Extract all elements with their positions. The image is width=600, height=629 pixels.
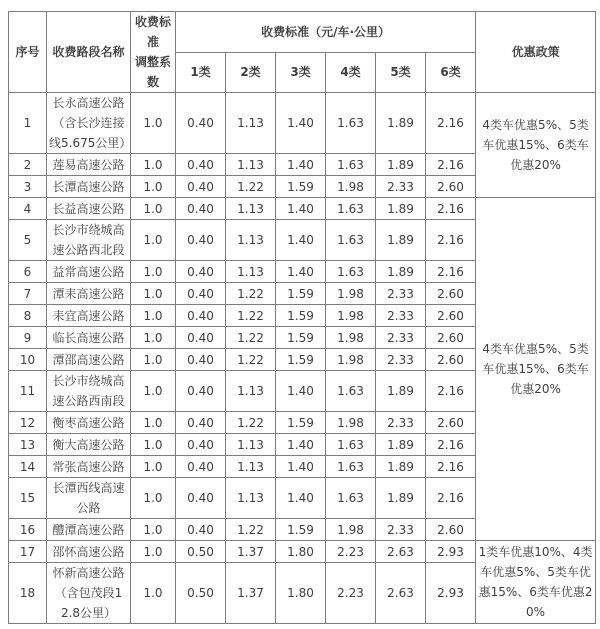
cell-fee-class-5: 2.33 bbox=[376, 305, 426, 327]
cell-adjust-coefficient: 1.0 bbox=[131, 176, 176, 198]
cell-fee-class-2: 1.22 bbox=[226, 412, 276, 434]
cell-serial-number: 17 bbox=[9, 541, 47, 563]
cell-fee-class-3: 1.40 bbox=[276, 220, 326, 261]
cell-fee-class-6: 2.60 bbox=[426, 176, 476, 198]
cell-fee-class-1: 0.40 bbox=[176, 198, 226, 220]
cell-fee-class-2: 1.22 bbox=[226, 519, 276, 541]
cell-serial-number: 16 bbox=[9, 519, 47, 541]
header-row-top bbox=[9, 12, 596, 53]
header-col-fee-group: 收费标准（元/车·公里） bbox=[176, 12, 476, 53]
cell-fee-class-3: 1.40 bbox=[276, 478, 326, 519]
cell-serial-number: 12 bbox=[9, 412, 47, 434]
cell-adjust-coefficient: 1.0 bbox=[131, 456, 176, 478]
cell-fee-class-2: 1.22 bbox=[226, 327, 276, 349]
cell-road-name: 耒宜高速公路 bbox=[47, 305, 131, 327]
cell-road-name: 莲易高速公路 bbox=[47, 154, 131, 176]
header-col-serial-number: 序号 bbox=[9, 12, 47, 93]
cell-road-name: 长潭高速公路 bbox=[47, 176, 131, 198]
cell-fee-class-2: 1.13 bbox=[226, 154, 276, 176]
cell-adjust-coefficient: 1.0 bbox=[131, 541, 176, 563]
cell-serial-number: 9 bbox=[9, 327, 47, 349]
cell-fee-class-4: 1.98 bbox=[326, 412, 376, 434]
cell-fee-class-4: 2.23 bbox=[326, 563, 376, 624]
cell-fee-class-2: 1.13 bbox=[226, 220, 276, 261]
cell-fee-class-3: 1.59 bbox=[276, 305, 326, 327]
cell-serial-number: 5 bbox=[9, 220, 47, 261]
cell-fee-class-2: 1.13 bbox=[226, 456, 276, 478]
cell-fee-class-3: 1.40 bbox=[276, 154, 326, 176]
cell-road-name: 邵怀高速公路 bbox=[47, 541, 131, 563]
cell-road-name: 长沙市绕城高速公路西南段 bbox=[47, 371, 131, 412]
cell-adjust-coefficient: 1.0 bbox=[131, 478, 176, 519]
cell-fee-class-5: 2.63 bbox=[376, 563, 426, 624]
cell-fee-class-2: 1.13 bbox=[226, 198, 276, 220]
header-fee-class-6: 6类 bbox=[426, 52, 476, 93]
cell-fee-class-6: 2.16 bbox=[426, 154, 476, 176]
cell-fee-class-1: 0.50 bbox=[176, 563, 226, 624]
cell-fee-class-5: 1.89 bbox=[376, 371, 426, 412]
cell-adjust-coefficient: 1.0 bbox=[131, 283, 176, 305]
cell-fee-class-1: 0.40 bbox=[176, 261, 226, 283]
cell-serial-number: 13 bbox=[9, 434, 47, 456]
cell-adjust-coefficient: 1.0 bbox=[131, 220, 176, 261]
table-header bbox=[9, 12, 596, 93]
cell-road-name: 潭邵高速公路 bbox=[47, 349, 131, 371]
cell-policy: 1类车优惠10%、4类车优惠5%、5类车优惠15%、6类车优惠20% bbox=[476, 541, 596, 624]
header-coeff-line2: 调整系数 bbox=[134, 55, 171, 89]
cell-fee-class-4: 1.63 bbox=[326, 198, 376, 220]
cell-road-name: 长沙市绕城高速公路西北段 bbox=[47, 220, 131, 261]
cell-adjust-coefficient: 1.0 bbox=[131, 563, 176, 624]
cell-adjust-coefficient: 1.0 bbox=[131, 434, 176, 456]
cell-fee-class-2: 1.13 bbox=[226, 478, 276, 519]
cell-fee-class-2: 1.37 bbox=[226, 541, 276, 563]
cell-serial-number: 14 bbox=[9, 456, 47, 478]
cell-fee-class-4: 1.63 bbox=[326, 456, 376, 478]
cell-serial-number: 11 bbox=[9, 371, 47, 412]
cell-road-name: 怀新高速公路（含包茂段12.8公里） bbox=[47, 563, 131, 624]
cell-fee-class-1: 0.40 bbox=[176, 412, 226, 434]
header-fee-class-1: 1类 bbox=[176, 52, 226, 93]
cell-fee-class-3: 1.40 bbox=[276, 198, 326, 220]
cell-road-name: 益常高速公路 bbox=[47, 261, 131, 283]
cell-road-name: 潭耒高速公路 bbox=[47, 283, 131, 305]
cell-fee-class-6: 2.93 bbox=[426, 563, 476, 624]
header-fee-class-2: 2类 bbox=[226, 52, 276, 93]
table-row bbox=[9, 541, 596, 563]
cell-fee-class-6: 2.60 bbox=[426, 349, 476, 371]
cell-fee-class-6: 2.16 bbox=[426, 478, 476, 519]
table-row bbox=[9, 198, 596, 220]
cell-fee-class-3: 1.80 bbox=[276, 541, 326, 563]
header-fee-class-5: 5类 bbox=[376, 52, 426, 93]
cell-fee-class-5: 2.63 bbox=[376, 541, 426, 563]
cell-fee-class-1: 0.50 bbox=[176, 541, 226, 563]
cell-serial-number: 3 bbox=[9, 176, 47, 198]
cell-fee-class-1: 0.40 bbox=[176, 434, 226, 456]
cell-fee-class-5: 2.33 bbox=[376, 283, 426, 305]
cell-fee-class-1: 0.40 bbox=[176, 371, 226, 412]
cell-fee-class-1: 0.40 bbox=[176, 456, 226, 478]
cell-road-name: 长益高速公路 bbox=[47, 198, 131, 220]
header-coeff-line1: 收费标准 bbox=[134, 15, 171, 49]
cell-fee-class-5: 2.33 bbox=[376, 519, 426, 541]
cell-fee-class-3: 1.59 bbox=[276, 349, 326, 371]
cell-fee-class-3: 1.59 bbox=[276, 283, 326, 305]
cell-adjust-coefficient: 1.0 bbox=[131, 154, 176, 176]
header-col-adjust-coefficient bbox=[131, 12, 176, 93]
cell-fee-class-2: 1.37 bbox=[226, 563, 276, 624]
cell-serial-number: 8 bbox=[9, 305, 47, 327]
cell-adjust-coefficient: 1.0 bbox=[131, 349, 176, 371]
cell-fee-class-3: 1.40 bbox=[276, 456, 326, 478]
cell-fee-class-5: 2.33 bbox=[376, 349, 426, 371]
cell-fee-class-4: 1.63 bbox=[326, 261, 376, 283]
cell-fee-class-6: 2.16 bbox=[426, 371, 476, 412]
cell-serial-number: 10 bbox=[9, 349, 47, 371]
cell-serial-number: 15 bbox=[9, 478, 47, 519]
cell-fee-class-2: 1.13 bbox=[226, 371, 276, 412]
cell-fee-class-3: 1.59 bbox=[276, 519, 326, 541]
cell-fee-class-4: 1.98 bbox=[326, 176, 376, 198]
cell-fee-class-6: 2.16 bbox=[426, 220, 476, 261]
cell-fee-class-3: 1.59 bbox=[276, 327, 326, 349]
cell-fee-class-1: 0.40 bbox=[176, 478, 226, 519]
cell-fee-class-4: 2.23 bbox=[326, 541, 376, 563]
cell-serial-number: 18 bbox=[9, 563, 47, 624]
cell-fee-class-6: 2.16 bbox=[426, 434, 476, 456]
header-fee-class-4: 4类 bbox=[326, 52, 376, 93]
cell-fee-class-1: 0.40 bbox=[176, 220, 226, 261]
cell-road-name: 衡枣高速公路 bbox=[47, 412, 131, 434]
cell-fee-class-3: 1.40 bbox=[276, 434, 326, 456]
cell-road-name: 长潭西线高速公路 bbox=[47, 478, 131, 519]
cell-road-name: 衡大高速公路 bbox=[47, 434, 131, 456]
cell-fee-class-5: 1.89 bbox=[376, 220, 426, 261]
cell-fee-class-4: 1.63 bbox=[326, 371, 376, 412]
cell-fee-class-2: 1.22 bbox=[226, 176, 276, 198]
cell-fee-class-1: 0.40 bbox=[176, 283, 226, 305]
cell-fee-class-3: 1.59 bbox=[276, 412, 326, 434]
table-row bbox=[9, 93, 596, 154]
cell-fee-class-5: 1.89 bbox=[376, 434, 426, 456]
cell-fee-class-5: 2.33 bbox=[376, 412, 426, 434]
cell-fee-class-3: 1.40 bbox=[276, 93, 326, 154]
cell-fee-class-2: 1.22 bbox=[226, 305, 276, 327]
cell-serial-number: 6 bbox=[9, 261, 47, 283]
cell-adjust-coefficient: 1.0 bbox=[131, 93, 176, 154]
cell-fee-class-4: 1.63 bbox=[326, 93, 376, 154]
cell-fee-class-2: 1.22 bbox=[226, 283, 276, 305]
cell-road-name: 临长高速公路 bbox=[47, 327, 131, 349]
cell-fee-class-1: 0.40 bbox=[176, 176, 226, 198]
cell-fee-class-1: 0.40 bbox=[176, 305, 226, 327]
cell-fee-class-5: 1.89 bbox=[376, 478, 426, 519]
cell-fee-class-1: 0.40 bbox=[176, 327, 226, 349]
cell-fee-class-6: 2.16 bbox=[426, 456, 476, 478]
cell-fee-class-2: 1.22 bbox=[226, 349, 276, 371]
cell-fee-class-2: 1.13 bbox=[226, 261, 276, 283]
cell-fee-class-5: 2.33 bbox=[376, 176, 426, 198]
cell-fee-class-5: 1.89 bbox=[376, 456, 426, 478]
cell-adjust-coefficient: 1.0 bbox=[131, 519, 176, 541]
cell-fee-class-4: 1.63 bbox=[326, 434, 376, 456]
cell-fee-class-5: 1.89 bbox=[376, 198, 426, 220]
cell-serial-number: 7 bbox=[9, 283, 47, 305]
cell-fee-class-4: 1.63 bbox=[326, 154, 376, 176]
cell-adjust-coefficient: 1.0 bbox=[131, 305, 176, 327]
cell-fee-class-6: 2.60 bbox=[426, 519, 476, 541]
cell-fee-class-4: 1.98 bbox=[326, 283, 376, 305]
cell-road-name: 常张高速公路 bbox=[47, 456, 131, 478]
cell-serial-number: 1 bbox=[9, 93, 47, 154]
cell-fee-class-6: 2.60 bbox=[426, 412, 476, 434]
cell-adjust-coefficient: 1.0 bbox=[131, 327, 176, 349]
cell-fee-class-3: 1.40 bbox=[276, 371, 326, 412]
cell-fee-class-6: 2.16 bbox=[426, 198, 476, 220]
cell-fee-class-4: 1.63 bbox=[326, 220, 376, 261]
cell-adjust-coefficient: 1.0 bbox=[131, 261, 176, 283]
cell-fee-class-6: 2.16 bbox=[426, 261, 476, 283]
cell-fee-class-1: 0.40 bbox=[176, 154, 226, 176]
cell-fee-class-6: 2.60 bbox=[426, 327, 476, 349]
cell-fee-class-6: 2.93 bbox=[426, 541, 476, 563]
cell-fee-class-5: 1.89 bbox=[376, 93, 426, 154]
cell-adjust-coefficient: 1.0 bbox=[131, 412, 176, 434]
cell-fee-class-1: 0.40 bbox=[176, 349, 226, 371]
cell-fee-class-2: 1.13 bbox=[226, 434, 276, 456]
cell-serial-number: 4 bbox=[9, 198, 47, 220]
cell-fee-class-4: 1.63 bbox=[326, 478, 376, 519]
header-fee-class-3: 3类 bbox=[276, 52, 326, 93]
cell-fee-class-6: 2.16 bbox=[426, 93, 476, 154]
header-col-policy: 优惠政策 bbox=[476, 12, 596, 93]
cell-fee-class-1: 0.40 bbox=[176, 93, 226, 154]
cell-serial-number: 2 bbox=[9, 154, 47, 176]
cell-fee-class-5: 1.89 bbox=[376, 261, 426, 283]
cell-fee-class-4: 1.98 bbox=[326, 305, 376, 327]
cell-fee-class-3: 1.59 bbox=[276, 176, 326, 198]
cell-fee-class-1: 0.40 bbox=[176, 519, 226, 541]
cell-adjust-coefficient: 1.0 bbox=[131, 371, 176, 412]
cell-fee-class-5: 1.89 bbox=[376, 154, 426, 176]
cell-fee-class-6: 2.60 bbox=[426, 283, 476, 305]
cell-policy: 4类车优惠5%、5类车优惠15%、6类车优惠20% bbox=[476, 93, 596, 198]
toll-table-body bbox=[9, 93, 596, 624]
cell-fee-class-4: 1.98 bbox=[326, 519, 376, 541]
cell-road-name: 醴潭高速公路 bbox=[47, 519, 131, 541]
cell-fee-class-2: 1.13 bbox=[226, 93, 276, 154]
cell-fee-class-3: 1.80 bbox=[276, 563, 326, 624]
header-col-road-name: 收费路段名称 bbox=[47, 12, 131, 93]
cell-fee-class-4: 1.98 bbox=[326, 327, 376, 349]
cell-adjust-coefficient: 1.0 bbox=[131, 198, 176, 220]
cell-fee-class-3: 1.40 bbox=[276, 261, 326, 283]
cell-fee-class-4: 1.98 bbox=[326, 349, 376, 371]
cell-policy: 4类车优惠5%、5类车优惠15%、6类车优惠20% bbox=[476, 198, 596, 541]
cell-fee-class-6: 2.60 bbox=[426, 305, 476, 327]
toll-rates-table bbox=[8, 11, 596, 624]
cell-road-name: 长永高速公路（含长沙连接线5.675公里） bbox=[47, 93, 131, 154]
cell-fee-class-5: 2.33 bbox=[376, 327, 426, 349]
